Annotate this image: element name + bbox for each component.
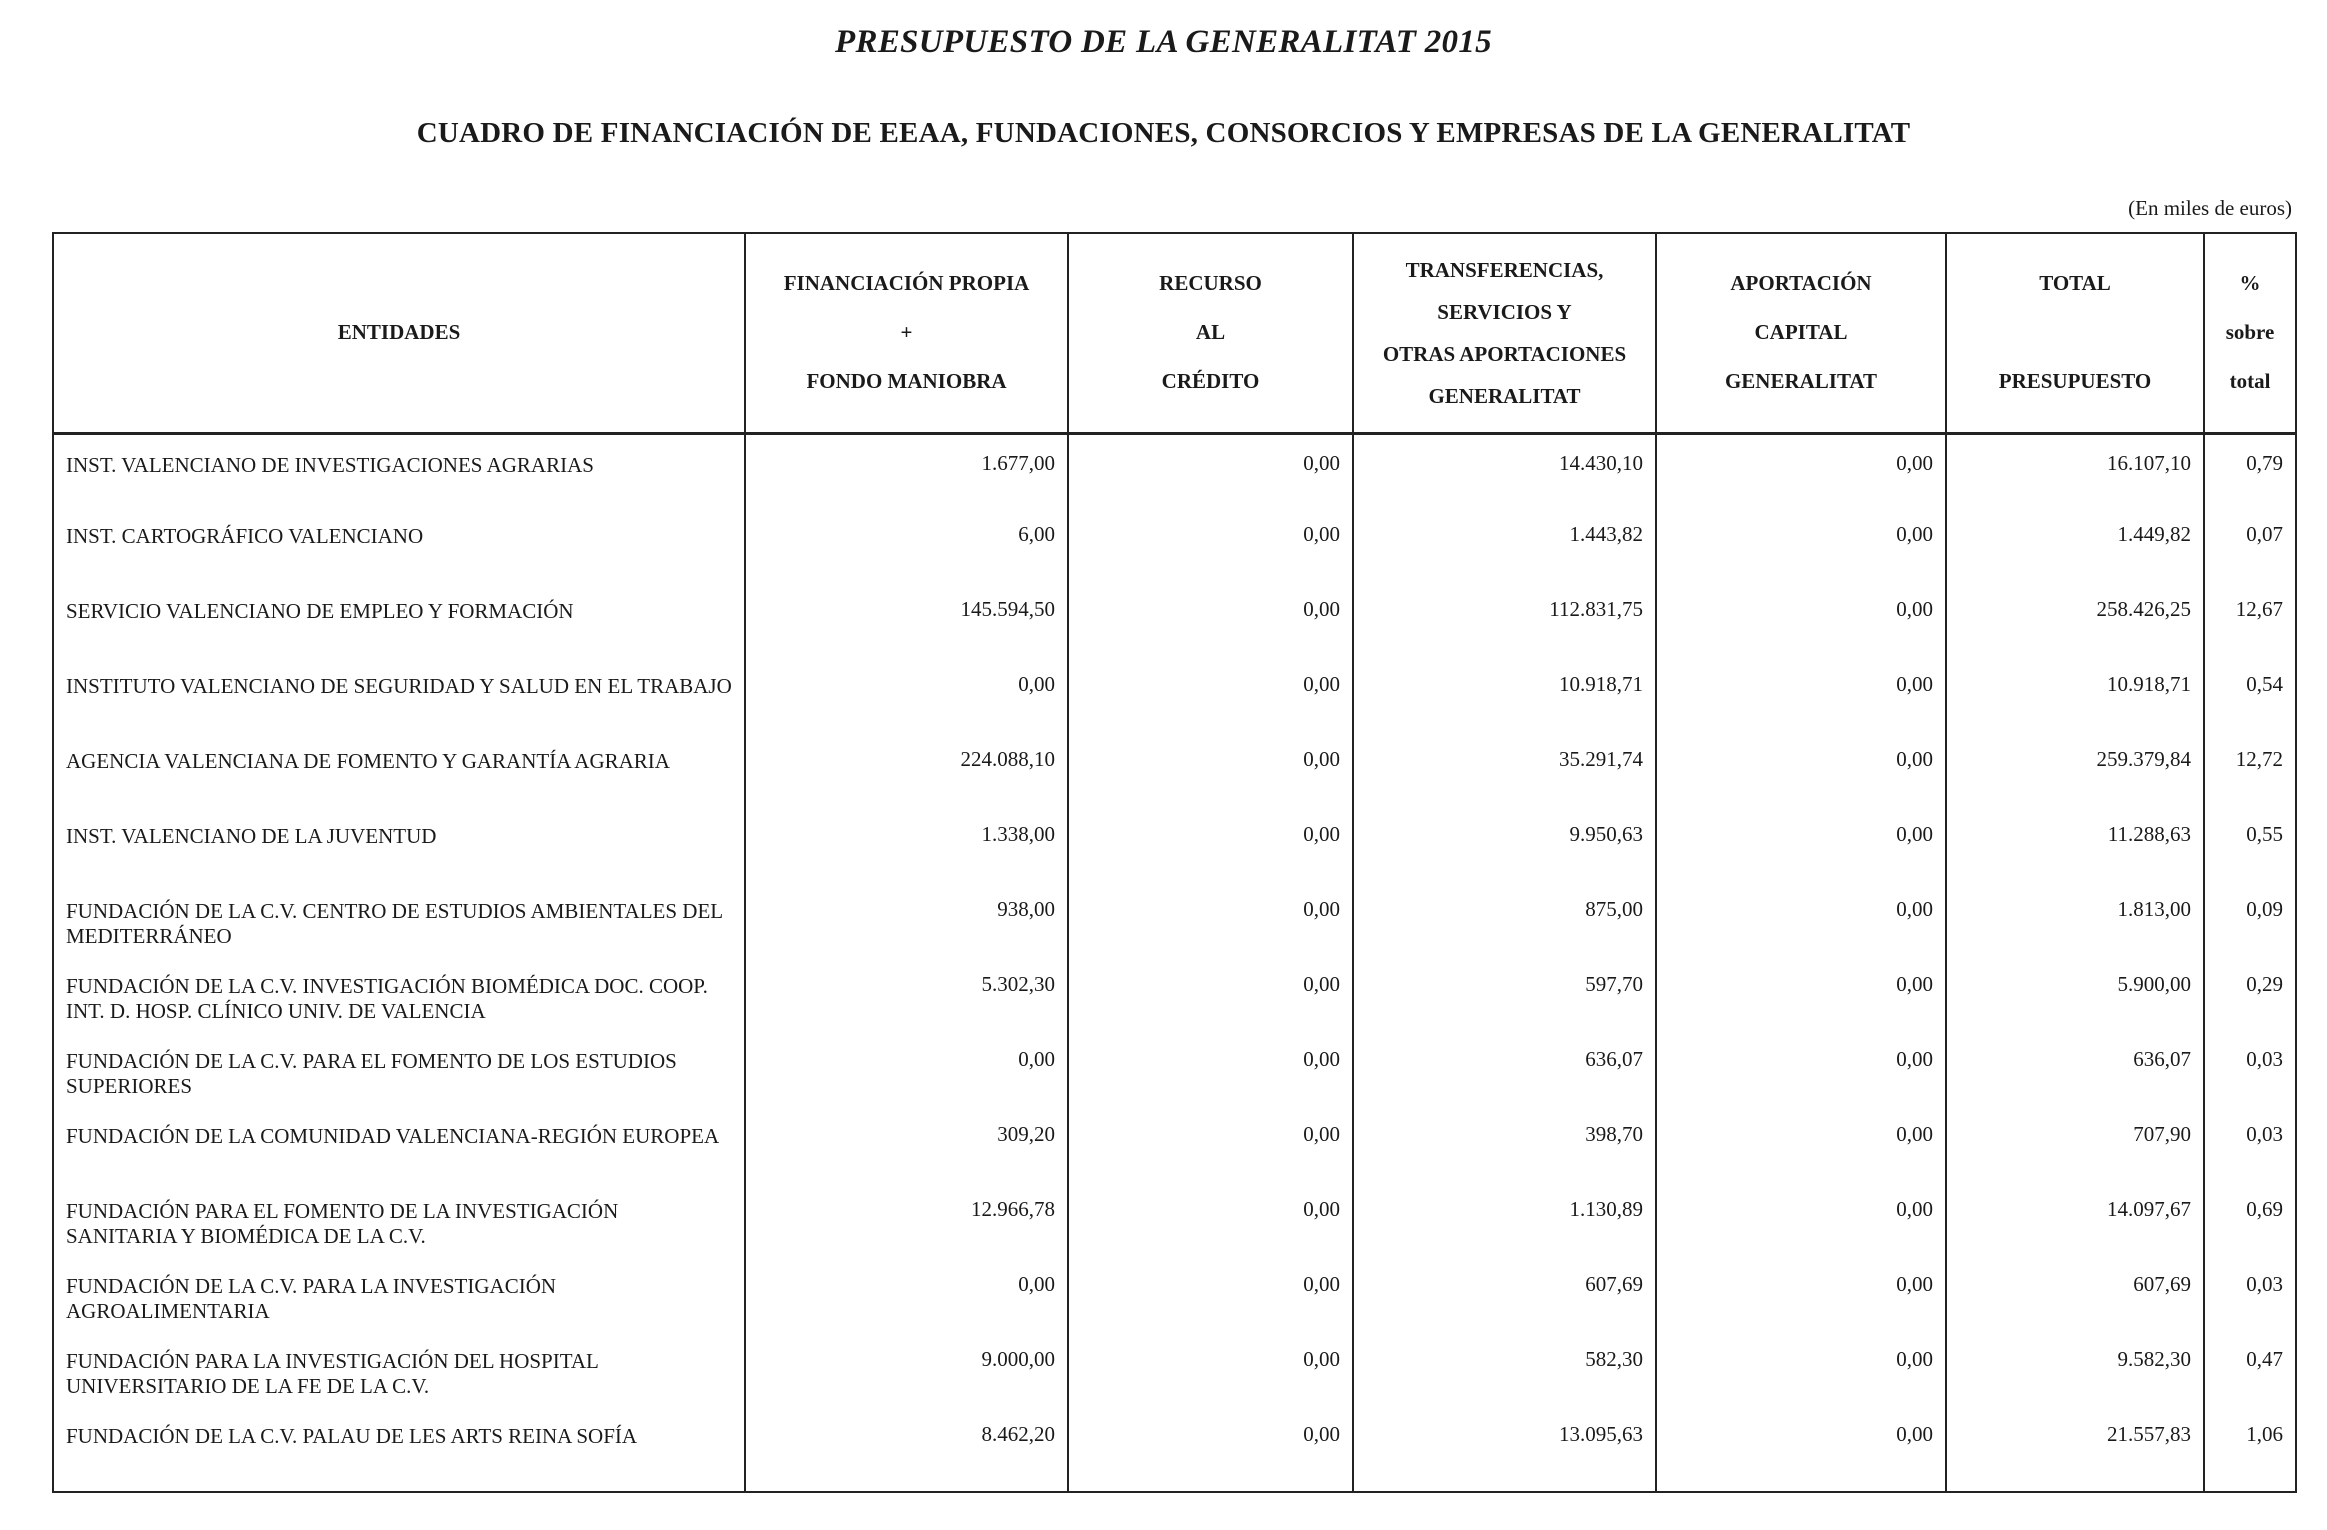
column-header-total-presupuesto (1946, 233, 2204, 433)
cell-aportacion-capital: 0,00 (1656, 808, 1946, 883)
table-row (53, 1033, 2296, 1108)
cell-transferencias: 112.831,75 (1353, 583, 1656, 658)
cell-financiacion-propia: 9.000,00 (745, 1333, 1068, 1408)
cell-total-presupuesto: 5.900,00 (1946, 958, 2204, 1033)
cell-porcentaje-total: 0,54 (2204, 658, 2296, 733)
cell-transferencias: 1.130,89 (1353, 1183, 1656, 1258)
header-line: TOTAL (2039, 271, 2111, 296)
cell-aportacion-capital: 0,00 (1656, 1033, 1946, 1108)
cell-entity-name: INSTITUTO VALENCIANO DE SEGURIDAD Y SALUD EN EL TRABAJO (53, 658, 745, 733)
cell-financiacion-propia: 938,00 (745, 883, 1068, 958)
cell-entity-name: INST. VALENCIANO DE LA JUVENTUD (53, 808, 745, 883)
cell-financiacion-propia: 1.338,00 (745, 808, 1068, 883)
cell-aportacion-capital: 0,00 (1656, 508, 1946, 583)
cell-entity-name: FUNDACIÓN DE LA C.V. CENTRO DE ESTUDIOS AMBIENTALES DEL MEDITERRÁNEO (53, 883, 745, 958)
cell-porcentaje-total: 0,47 (2204, 1333, 2296, 1408)
column-header-financiacion-propia (745, 233, 1068, 433)
cell-financiacion-propia: 0,00 (745, 658, 1068, 733)
cell-porcentaje-total: 0,79 (2204, 433, 2296, 508)
cell-total-presupuesto: 1.449,82 (1946, 508, 2204, 583)
cell-transferencias: 13.095,63 (1353, 1408, 1656, 1492)
table-row (53, 1333, 2296, 1408)
header-line (1953, 308, 2197, 357)
table-row (53, 508, 2296, 583)
cell-entity-name: SERVICIO VALENCIANO DE EMPLEO Y FORMACIÓN (53, 583, 745, 658)
cell-recurso-credito: 0,00 (1068, 508, 1353, 583)
cell-porcentaje-total: 0,03 (2204, 1033, 2296, 1108)
cell-aportacion-capital: 0,00 (1656, 958, 1946, 1033)
table-row (53, 658, 2296, 733)
cell-transferencias: 875,00 (1353, 883, 1656, 958)
cell-recurso-credito: 0,00 (1068, 433, 1353, 508)
cell-recurso-credito: 0,00 (1068, 1033, 1353, 1108)
cell-entity-name: AGENCIA VALENCIANA DE FOMENTO Y GARANTÍA AGRARIA (53, 733, 745, 808)
cell-recurso-credito: 0,00 (1068, 958, 1353, 1033)
cell-aportacion-capital: 0,00 (1656, 883, 1946, 958)
cell-transferencias: 398,70 (1353, 1108, 1656, 1183)
cell-financiacion-propia: 145.594,50 (745, 583, 1068, 658)
cell-total-presupuesto: 636,07 (1946, 1033, 2204, 1108)
cell-recurso-credito: 0,00 (1068, 733, 1353, 808)
document-subtitle: CUADRO DE FINANCIACIÓN DE EEAA, FUNDACIONES, CONSORCIOS Y EMPRESAS DE LA GENERALITAT (416, 117, 1911, 149)
cell-recurso-credito: 0,00 (1068, 583, 1353, 658)
cell-financiacion-propia: 224.088,10 (745, 733, 1068, 808)
cell-total-presupuesto: 1.813,00 (1946, 883, 2204, 958)
cell-aportacion-capital: 0,00 (1656, 733, 1946, 808)
cell-porcentaje-total: 0,03 (2204, 1108, 2296, 1183)
column-header-aportacion-capital (1656, 233, 1946, 433)
cell-porcentaje-total: 1,06 (2204, 1408, 2296, 1492)
table-row (53, 733, 2296, 808)
header-line: GENERALITAT (1428, 383, 1581, 408)
cell-transferencias: 9.950,63 (1353, 808, 1656, 883)
table-row (53, 1258, 2296, 1333)
cell-transferencias: 597,70 (1353, 958, 1656, 1033)
cell-transferencias: 10.918,71 (1353, 658, 1656, 733)
table-row (53, 583, 2296, 658)
header-line: TRANSFERENCIAS, (1405, 257, 1604, 282)
cell-recurso-credito: 0,00 (1068, 1408, 1353, 1492)
header-line: SERVICIOS Y (1437, 299, 1572, 324)
cell-financiacion-propia: 6,00 (745, 508, 1068, 583)
header-line: CAPITAL (1754, 320, 1848, 345)
header-line: AL (1195, 320, 1226, 345)
table-row (53, 433, 2296, 508)
column-header-entidades (53, 233, 745, 433)
table-row (53, 1108, 2296, 1183)
header-line: GENERALITAT (1724, 369, 1878, 394)
cell-aportacion-capital: 0,00 (1656, 1333, 1946, 1408)
header-line: total (2229, 369, 2271, 394)
header-line: APORTACIÓN (1730, 271, 1872, 296)
cell-transferencias: 582,30 (1353, 1333, 1656, 1408)
cell-total-presupuesto: 607,69 (1946, 1258, 2204, 1333)
cell-entity-name: FUNDACIÓN PARA EL FOMENTO DE LA INVESTIGACIÓN SANITARIA Y BIOMÉDICA DE LA C.V. (53, 1183, 745, 1258)
cell-aportacion-capital: 0,00 (1656, 583, 1946, 658)
table-row (53, 808, 2296, 883)
cell-recurso-credito: 0,00 (1068, 658, 1353, 733)
cell-aportacion-capital: 0,00 (1656, 433, 1946, 508)
cell-recurso-credito: 0,00 (1068, 808, 1353, 883)
column-header-recurso-credito (1068, 233, 1353, 433)
cell-porcentaje-total: 0,03 (2204, 1258, 2296, 1333)
cell-porcentaje-total: 0,29 (2204, 958, 2296, 1033)
cell-entity-name: FUNDACIÓN DE LA C.V. PARA EL FOMENTO DE LOS ESTUDIOS SUPERIORES (53, 1033, 745, 1108)
header-line: FINANCIACIÓN PROPIA (783, 271, 1030, 296)
table-row (53, 883, 2296, 958)
table-row (53, 1183, 2296, 1258)
cell-porcentaje-total: 12,67 (2204, 583, 2296, 658)
header-line: FONDO MANIOBRA (806, 369, 1007, 394)
cell-total-presupuesto: 259.379,84 (1946, 733, 2204, 808)
table-row (53, 1408, 2296, 1492)
cell-transferencias: 35.291,74 (1353, 733, 1656, 808)
cell-aportacion-capital: 0,00 (1656, 1258, 1946, 1333)
cell-transferencias: 1.443,82 (1353, 508, 1656, 583)
cell-aportacion-capital: 0,00 (1656, 1183, 1946, 1258)
header-line: PRESUPUESTO (1998, 369, 2152, 394)
column-header-porcentaje-total (2204, 233, 2296, 433)
cell-total-presupuesto: 11.288,63 (1946, 808, 2204, 883)
cell-financiacion-propia: 12.966,78 (745, 1183, 1068, 1258)
cell-total-presupuesto: 9.582,30 (1946, 1333, 2204, 1408)
cell-financiacion-propia: 8.462,20 (745, 1408, 1068, 1492)
cell-recurso-credito: 0,00 (1068, 1333, 1353, 1408)
cell-entity-name: FUNDACIÓN DE LA C.V. PARA LA INVESTIGACIÓN AGROALIMENTARIA (53, 1258, 745, 1333)
cell-porcentaje-total: 0,55 (2204, 808, 2296, 883)
table-header (53, 233, 2296, 433)
cell-total-presupuesto: 10.918,71 (1946, 658, 2204, 733)
header-line: % (2239, 271, 2261, 296)
cell-financiacion-propia: 309,20 (745, 1108, 1068, 1183)
cell-porcentaje-total: 0,09 (2204, 883, 2296, 958)
cell-total-presupuesto: 14.097,67 (1946, 1183, 2204, 1258)
column-header-transferencias (1353, 233, 1656, 433)
cell-transferencias: 14.430,10 (1353, 433, 1656, 508)
cell-total-presupuesto: 16.107,10 (1946, 433, 2204, 508)
cell-entity-name: FUNDACIÓN PARA LA INVESTIGACIÓN DEL HOSPITAL UNIVERSITARIO DE LA FE DE LA C.V. (53, 1333, 745, 1408)
cell-aportacion-capital: 0,00 (1656, 658, 1946, 733)
cell-porcentaje-total: 0,69 (2204, 1183, 2296, 1258)
cell-entity-name: INST. VALENCIANO DE INVESTIGACIONES AGRARIAS (53, 433, 745, 508)
cell-entity-name: FUNDACIÓN DE LA C.V. INVESTIGACIÓN BIOMÉDICA DOC. COOP. INT. D. HOSP. CLÍNICO UNIV. DE VALENCIA (53, 958, 745, 1033)
cell-financiacion-propia: 0,00 (745, 1033, 1068, 1108)
cell-financiacion-propia: 0,00 (745, 1258, 1068, 1333)
cell-financiacion-propia: 1.677,00 (745, 433, 1068, 508)
cell-recurso-credito: 0,00 (1068, 1108, 1353, 1183)
cell-aportacion-capital: 0,00 (1656, 1108, 1946, 1183)
cell-financiacion-propia: 5.302,30 (745, 958, 1068, 1033)
cell-transferencias: 607,69 (1353, 1258, 1656, 1333)
cell-recurso-credito: 0,00 (1068, 1258, 1353, 1333)
cell-total-presupuesto: 707,90 (1946, 1108, 2204, 1183)
cell-porcentaje-total: 0,07 (2204, 508, 2296, 583)
header-line: ENTIDADES (337, 320, 461, 345)
table-body (53, 433, 2296, 1492)
cell-entity-name: FUNDACIÓN DE LA COMUNIDAD VALENCIANA-REGIÓN EUROPEA (53, 1108, 745, 1183)
header-line: RECURSO (1159, 271, 1262, 296)
cell-recurso-credito: 0,00 (1068, 883, 1353, 958)
cell-entity-name: FUNDACIÓN DE LA C.V. PALAU DE LES ARTS REINA SOFÍA (53, 1408, 745, 1492)
cell-total-presupuesto: 258.426,25 (1946, 583, 2204, 658)
header-line: sobre (2225, 320, 2275, 345)
cell-transferencias: 636,07 (1353, 1033, 1656, 1108)
financing-table (52, 232, 2297, 1493)
cell-recurso-credito: 0,00 (1068, 1183, 1353, 1258)
document-title: PRESUPUESTO DE LA GENERALITAT 2015 (835, 24, 1492, 60)
header-line: CRÉDITO (1161, 369, 1260, 394)
table-row (53, 958, 2296, 1033)
units-note: (En miles de euros) (2128, 196, 2292, 220)
cell-entity-name: INST. CARTOGRÁFICO VALENCIANO (53, 508, 745, 583)
cell-total-presupuesto: 21.557,83 (1946, 1408, 2204, 1492)
header-line: + (900, 320, 913, 345)
cell-aportacion-capital: 0,00 (1656, 1408, 1946, 1492)
cell-porcentaje-total: 12,72 (2204, 733, 2296, 808)
header-row (53, 233, 2296, 433)
header-line: OTRAS APORTACIONES (1382, 341, 1627, 366)
